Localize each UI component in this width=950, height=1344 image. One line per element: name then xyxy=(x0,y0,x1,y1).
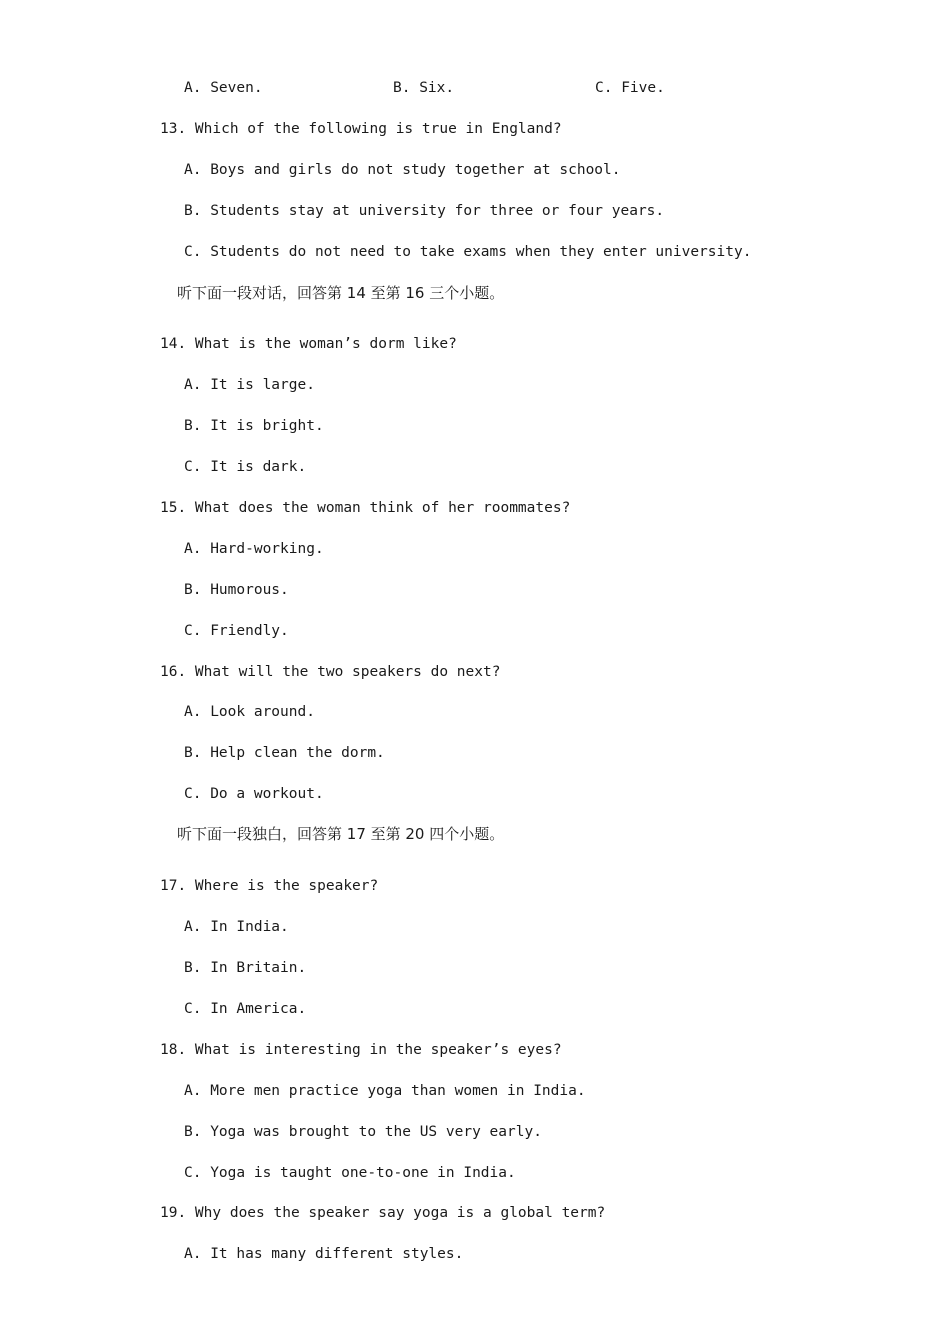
q12-option-b: B. Six. xyxy=(393,80,455,96)
q15-option-c: C. Friendly. xyxy=(184,623,289,639)
q19-question: 19. Why does the speaker say yoga is a global term? xyxy=(160,1205,606,1221)
q19-option-a: A. It has many different styles. xyxy=(184,1246,464,1262)
q13-option-c: C. Students do not need to take exams when they enter university. xyxy=(184,244,752,260)
instruction-17-20: 听下面一段独白，回答第 17 至第 20 四个小题。 xyxy=(177,825,505,843)
q14-option-c: C. It is dark. xyxy=(184,459,307,475)
q15-option-b: B. Humorous. xyxy=(184,582,289,598)
q13-option-a: A. Boys and girls do not study together at school. xyxy=(184,162,621,178)
instruction-14-16: 听下面一段对话，回答第 14 至第 16 三个小题。 xyxy=(177,284,505,302)
q14-option-b: B. It is bright. xyxy=(184,418,324,434)
q18-question: 18. What is interesting in the speaker’s eyes? xyxy=(160,1042,562,1058)
q13-question: 13. Which of the following is true in England? xyxy=(160,121,562,137)
q13-option-b: B. Students stay at university for three or four years. xyxy=(184,203,665,219)
q14-option-a: A. It is large. xyxy=(184,377,315,393)
q18-option-c: C. Yoga is taught one-to-one in India. xyxy=(184,1165,516,1181)
q18-option-a: A. More men practice yoga than women in India. xyxy=(184,1083,586,1099)
q15-question: 15. What does the woman think of her roommates? xyxy=(160,500,571,516)
q12-option-a: A. Seven. xyxy=(184,80,263,96)
q12-option-c: C. Five. xyxy=(595,80,665,96)
q16-option-c: C. Do a workout. xyxy=(184,786,324,802)
q18-option-b: B. Yoga was brought to the US very early. xyxy=(184,1124,542,1140)
q16-option-a: A. Look around. xyxy=(184,704,315,720)
q17-option-c: C. In America. xyxy=(184,1001,307,1017)
q17-option-a: A. In India. xyxy=(184,919,289,935)
q16-option-b: B. Help clean the dorm. xyxy=(184,745,385,761)
q14-question: 14. What is the woman’s dorm like? xyxy=(160,336,457,352)
q15-option-a: A. Hard-working. xyxy=(184,541,324,557)
q16-question: 16. What will the two speakers do next? xyxy=(160,664,501,680)
q17-option-b: B. In Britain. xyxy=(184,960,307,976)
q17-question: 17. Where is the speaker? xyxy=(160,878,379,894)
